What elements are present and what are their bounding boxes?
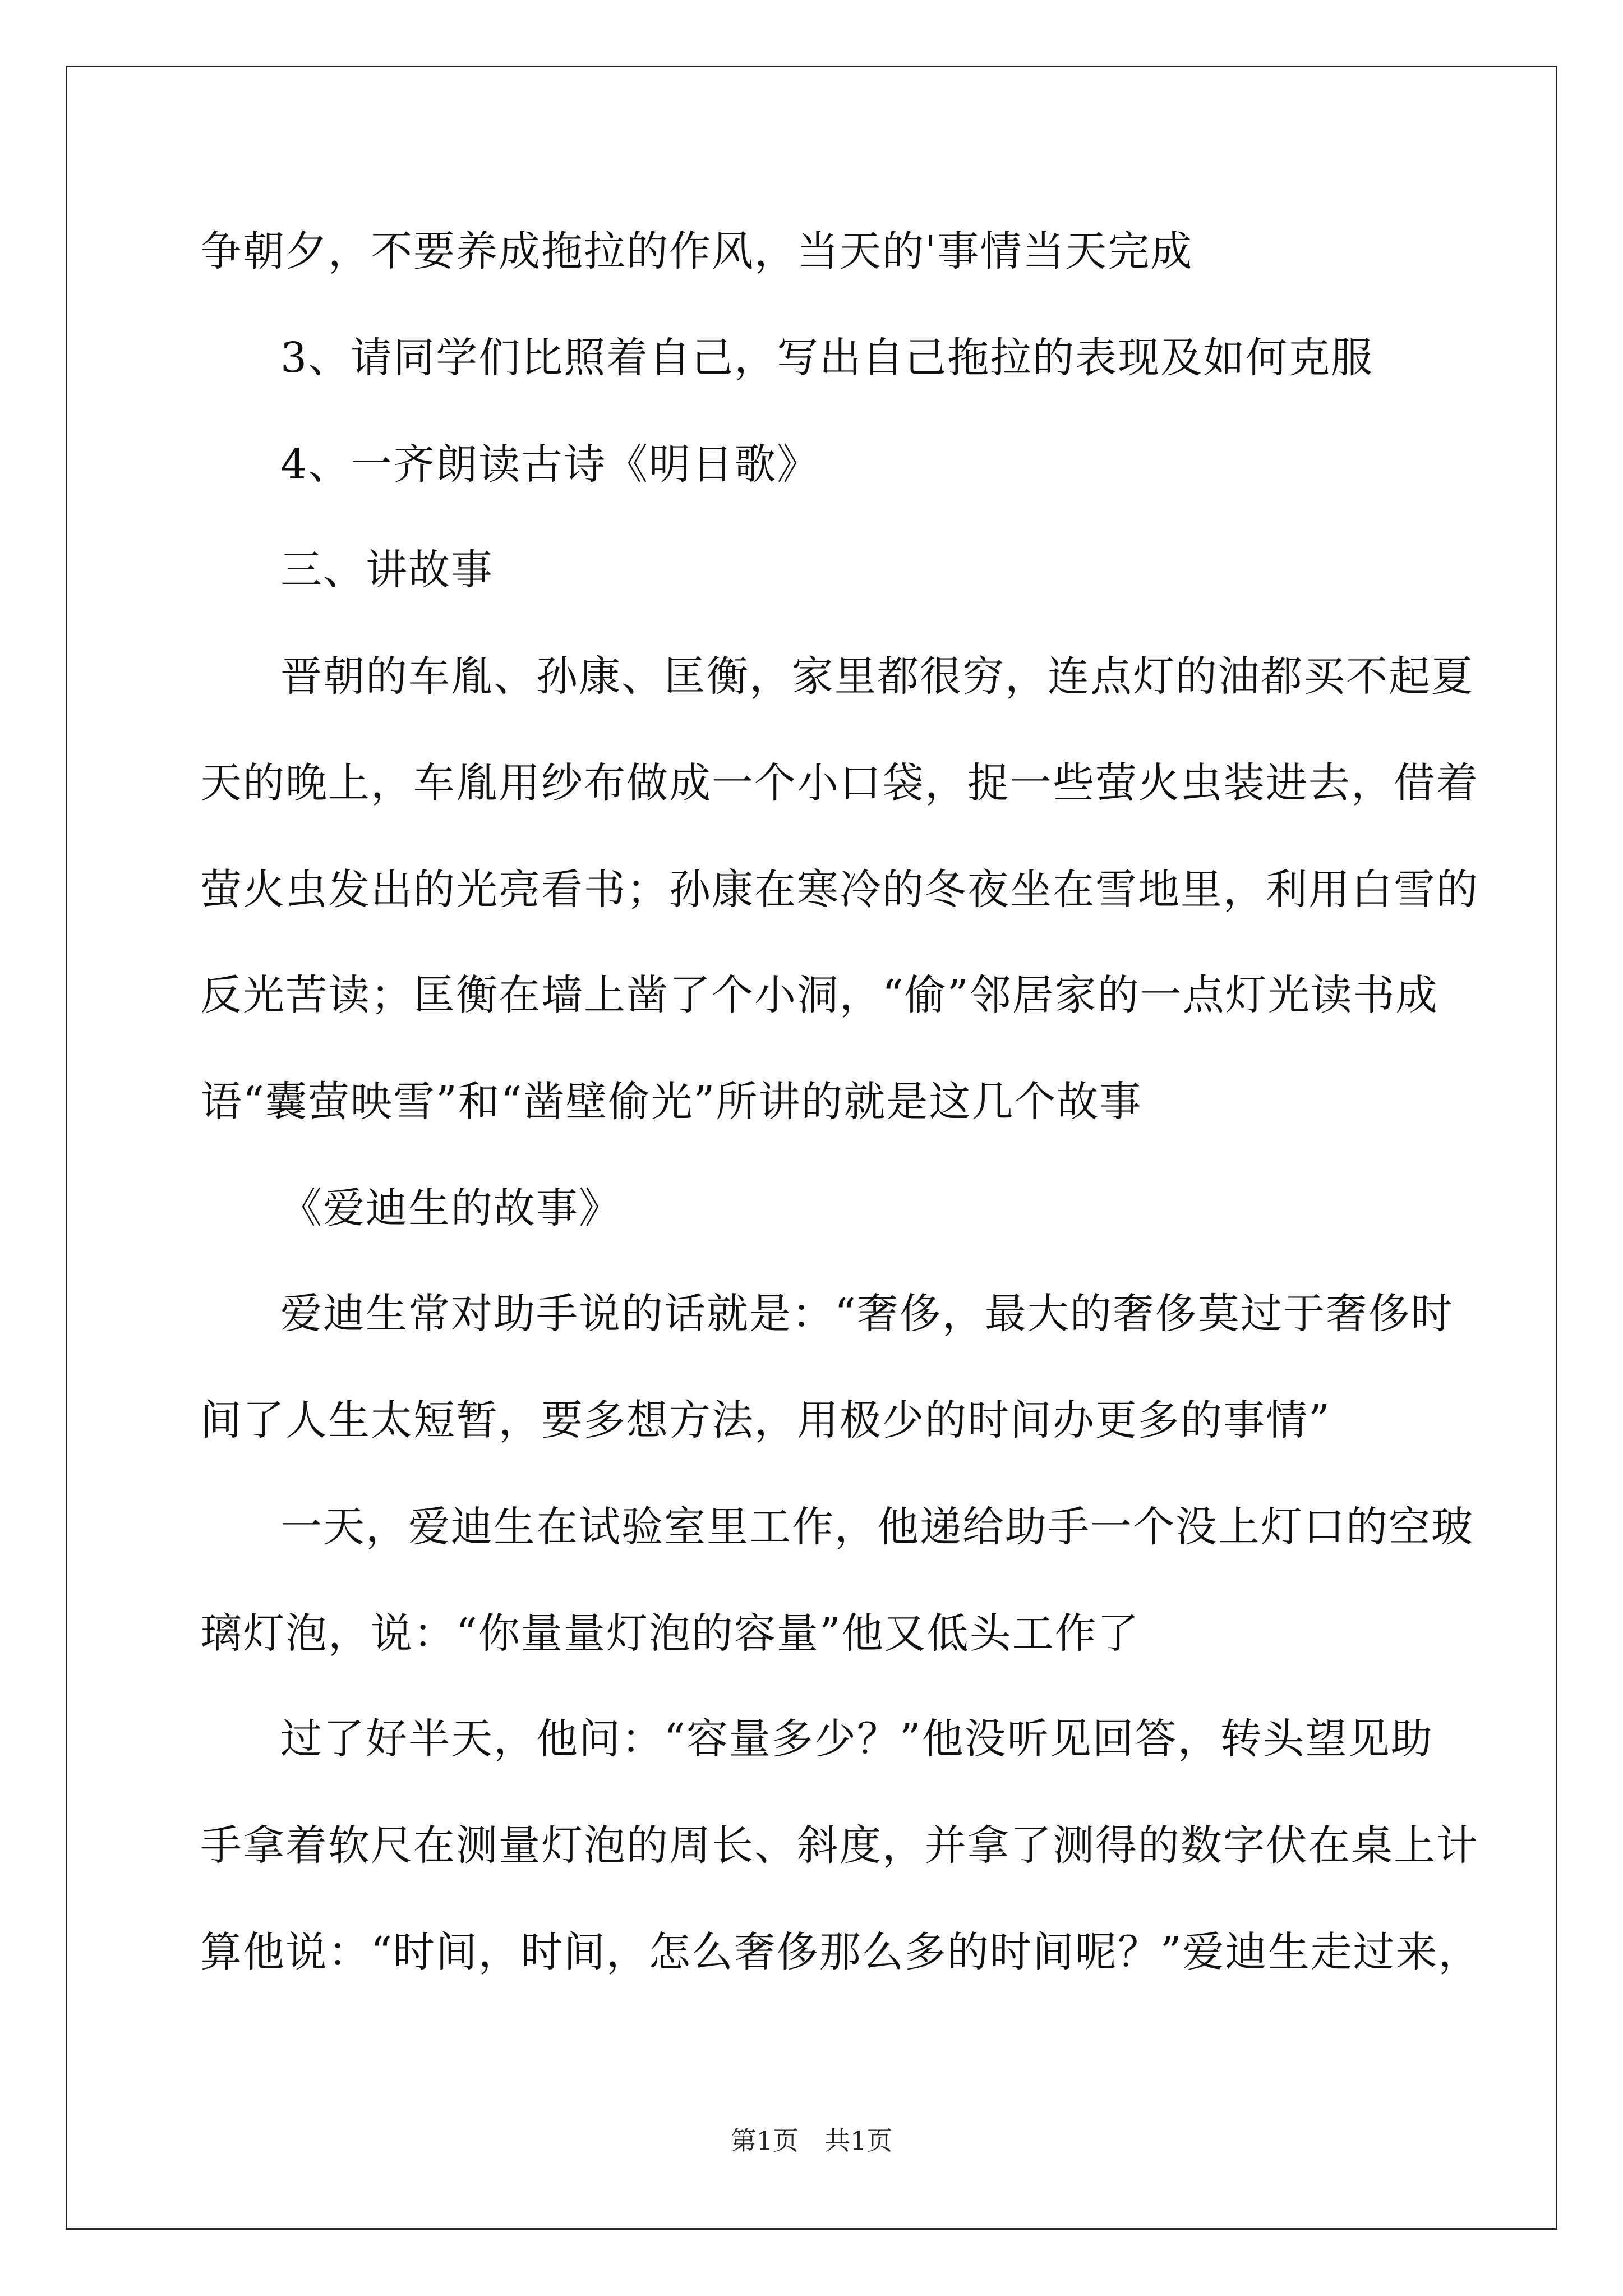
text-line-2: 3、请同学们比照着自己，写出自己拖拉的表现及如何克服 — [280, 334, 1374, 382]
text-line-5: 晋朝的车胤、孙康、匡衡，家里都很穷，连点灯的油都买不起夏 — [280, 652, 1474, 701]
text-line-11: 爱迪生常对助手说的话就是：“奢侈，最大的奢侈莫过于奢侈时 — [280, 1290, 1454, 1338]
page-border — [66, 66, 1557, 2230]
text-line-9: 语“囊萤映雪”和“凿壁偷光”所讲的就是这几个故事 — [200, 1078, 1142, 1126]
text-line-6: 天的晚上，车胤用纱布做成一个小口袋，捉一些萤火虫装进去，借着 — [200, 759, 1479, 807]
page-number-footer: 第1页 共1页 — [730, 2125, 893, 2156]
text-line-7: 萤火虫发出的光亮看书；孙康在寒冷的冬夜坐在雪地里，利用白雪的 — [200, 866, 1479, 914]
text-line-12: 间了人生太短暂，要多想方法，用极少的时间办更多的事情” — [200, 1396, 1331, 1444]
story-title: 《爱迪生的故事》 — [280, 1184, 621, 1232]
text-line-16: 手拿着软尺在测量灯泡的周长、斜度，并拿了测得的数字伏在桌上计 — [200, 1821, 1479, 1870]
text-line-13: 一天，爱迪生在试验室里工作，他递给助手一个没上灯口的空玻 — [280, 1503, 1474, 1551]
text-line-15: 过了好半天，他问：“容量多少？”他没听见回答，转头望见助 — [280, 1715, 1433, 1763]
text-line-8: 反光苦读；匡衡在墙上凿了个小洞，“偷”邻居家的一点灯光读书成 — [200, 971, 1438, 1019]
section-heading: 三、讲故事 — [280, 546, 494, 594]
text-line-14: 璃灯泡，说：“你量量灯泡的容量”他又低头工作了 — [200, 1609, 1140, 1658]
text-line-1: 争朝夕，不要养成拖拉的作风，当天的'事情当天完成 — [200, 227, 1193, 275]
text-line-3: 4、一齐朗读古诗《明日歌》 — [280, 440, 820, 489]
text-line-17: 算他说：“时间，时间，怎么奢侈那么多的时间呢？”爱迪生走过来， — [200, 1928, 1481, 1976]
